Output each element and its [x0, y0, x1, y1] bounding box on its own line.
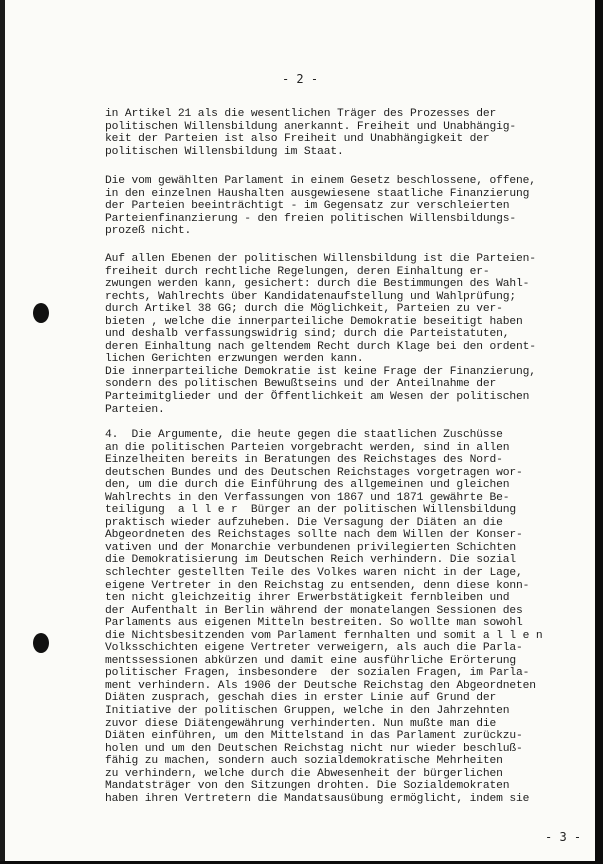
scan-edge-right [595, 0, 603, 864]
paragraph-3: Auf allen Ebenen der politischen Willensbildung ist die Parteien- freiheit durch rechtliche Regelungen, deren Einhaltung er- zwungen werden kann, gesichert: durch die Bestimmungen des Wahl- rechts, Wahlrechts über Kandidatenaufstellung und Wahlprüfung; durch Artikel 38 GG; durch die Möglichkeit, Parteien zu ver- bieten , welche die innerparteiliche Demokratie beseitigt haben und deshalb verfassungswidrig sind; durch die Parteistatuten, deren Einhaltung nach geltendem Recht durch Klage bei den ordent- lichen Gerichten erzwungen werden kann. Die innerparteiliche Demokratie ist keine Frage der Finanzierung, sondern des politischen Bewußtseins und der Anteilnahme der Parteimitglieder und der Öffentlichkeit am Wesen der politischen Parteien. [105, 253, 536, 416]
paragraph-2: Die vom gewählten Parlament in einem Gesetz beschlossene, offene, in den einzelnen Haushalten ausgewiesene staatliche Finanzierung der Parteien beeinträchtigt - im Gegensatz zur verschleierten Parteienfinanzierung - den freien politischen Willensbildungs- prozeß nicht. [105, 175, 536, 238]
paragraph-1: in Artikel 21 als die wesentlichen Träger des Prozesses der politischen Willensbildung anerkannt. Freiheit und Unabhängig- keit der Parteien ist also Freiheit und Unabhängigkeit der politischen Willensbildung im Staat. [105, 108, 517, 158]
paragraph-4: 4. Die Argumente, die heute gegen die staatlichen Zuschüsse an die politischen Parteien vorgebracht werden, sind in allen Einzelheiten bereits in Beratungen des Reichstages des Nord- deutschen Bundes und des Deutschen Reichstages vorgetragen wor- den, um die durch die Einführung des allgemeinen und gleichen Wahlrechts in den Verfassungen von 1867 und 1871 gewährte Be- teiligung a l l e r Bürger an der politischen Willensbildung praktisch wieder aufzuheben. Die Versagung der Diäten an die Abgeordneten des Reichstages sollte nach dem Willen der Konser- vativen und der Monarchie verbundenen privilegierten Schichten die Demokratisierung im Deutschen Reich verhindern. Die sozial schlechter gestellten Teile des Volkes waren nicht in der Lage, eigene Vertreter in den Reichstag zu entsenden, denn diese konn- ten nicht gleichzeitig ihrer Erwerbstätigkeit fernbleiben und der Aufenthalt in Berlin während der monatelangen Sessionen des Parlaments aus eigenen Mitteln bestreiten. So wollte man sowohl die Nichtsbesitzenden vom Parlament fernhalten und somit a l l e n Volksschichten eigene Vertreter verweigern, als auch die Parla- mentssessionen abkürzen und damit eine ausführliche Erörterung politischer Fragen, insbesondere der sozialen Fragen, im Parla- ment verhindern. Als 1906 der Deutsche Reichstag den Abgeordneten Diäten zusprach, geschah dies in erster Linie auf Grund der Initiative der politischen Gruppen, welche in den Jahrzehnten zuvor diese Diätengewährung verhinderten. Nun mußte man die Diäten einführen, um den Mittelstand in das Parlament zurückzu- holen und um den Deutschen Reichstag nicht nur wieder beschluß- fähig zu machen, sondern auch sozialdemokratische Mehrheiten zu verhindern, welche durch die Abwesenheit der bürgerlichen Mandatsträger von den Sitzungen drohten. Die Sozialdemokraten haben ihren Vertretern die Mandatsausübung ermöglicht, indem sie [105, 429, 543, 805]
next-page-marker: - 3 - [545, 830, 582, 844]
punch-hole [33, 303, 49, 323]
punch-hole [33, 633, 49, 653]
document-page [5, 0, 595, 861]
page-number: - 2 - [281, 72, 319, 86]
